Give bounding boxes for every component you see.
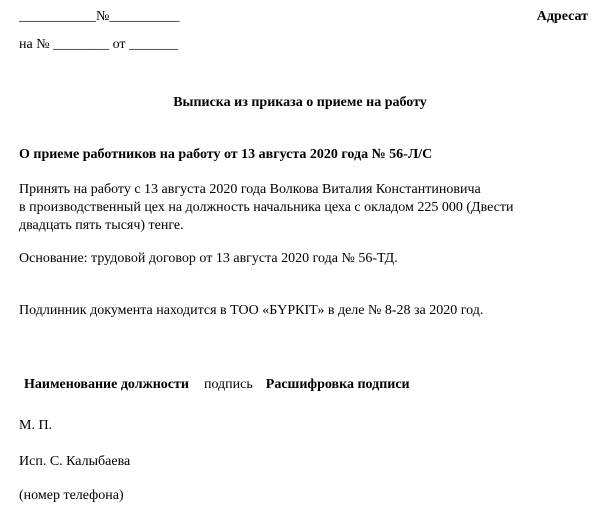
recipient-label: Адресат xyxy=(536,9,588,24)
document-title: Выписка из приказа о приеме на работу xyxy=(173,95,427,110)
phone-line: (номер телефона) xyxy=(19,488,124,503)
reference-line: на № ________ от _______ xyxy=(19,37,178,52)
outgoing-number-line: ___________№__________ xyxy=(19,9,180,24)
body-line: двадцать пять тысяч) тенге. xyxy=(19,218,184,233)
body-line: в производственный цех на должность начальника цеха с окладом 225 000 (Двести xyxy=(19,200,514,215)
sign-label: подпись xyxy=(203,377,253,392)
signature-row xyxy=(24,378,410,392)
executor-line: Исп. С. Калыбаева xyxy=(19,454,131,469)
stamp-place: М. П. xyxy=(19,418,53,433)
body-line: Принять на работу с 13 августа 2020 года Волкова Виталия Константиновича xyxy=(19,182,481,197)
order-subject: О приеме работников на работу от 13 августа 2020 года № 56-Л/С xyxy=(19,147,433,162)
basis-line: Основание: трудовой договор от 13 августа 2020 года № 56-ТД. xyxy=(19,251,398,266)
decode-label: Расшифровка подписи xyxy=(265,377,410,392)
position-label: Наименование должности xyxy=(24,377,189,392)
original-note: Подлинник документа находится в ТОО «БҮРКІТ» в деле № 8-28 за 2020 год. xyxy=(19,303,484,318)
